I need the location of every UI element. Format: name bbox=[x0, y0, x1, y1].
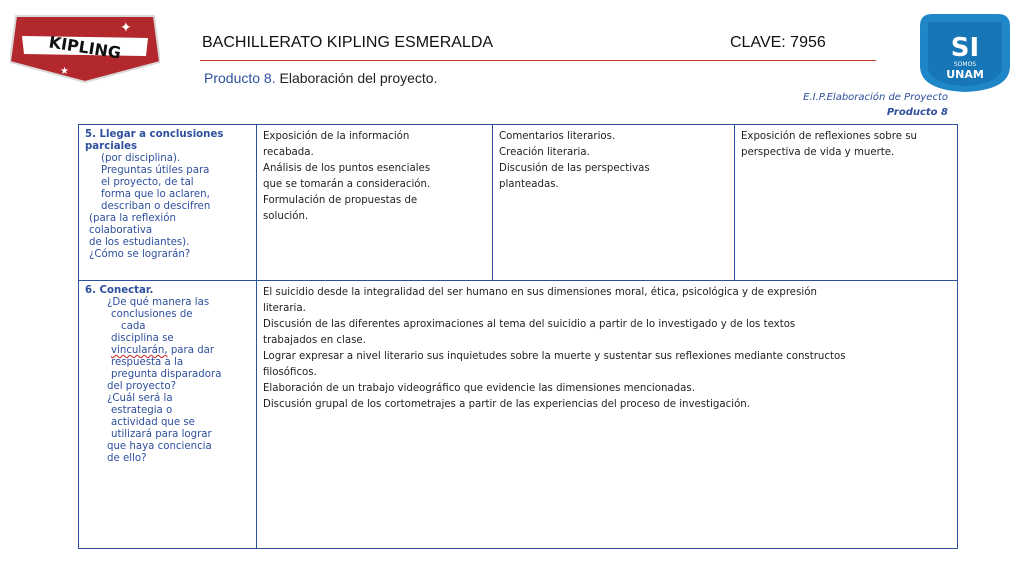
stage-text-line: que haya conciencia bbox=[107, 441, 212, 452]
eip-caption bbox=[803, 92, 948, 119]
cell-text-line: perspectiva de vida y muerte. bbox=[741, 147, 895, 158]
stage-text-line: estrategia o bbox=[111, 405, 173, 416]
table-row bbox=[79, 281, 958, 549]
cell-literatura bbox=[493, 125, 735, 281]
kipling-logo-text: KIPLING bbox=[47, 32, 123, 63]
cell-conectar-descripcion bbox=[257, 281, 958, 549]
stage-title-line: 6. Conectar. bbox=[85, 285, 154, 296]
table-row bbox=[79, 125, 958, 281]
stage-text-line bbox=[85, 345, 250, 357]
stage-text-line: el proyecto, de tal bbox=[101, 177, 194, 188]
cell-text-line: Lograr expresar a nivel literario sus inquietudes sobre la muerte y sustentar sus reflexiones mediante constructos bbox=[263, 351, 846, 362]
stage-text-line: de los estudiantes). bbox=[89, 237, 190, 248]
stage-text-line: del proyecto? bbox=[107, 381, 176, 392]
unam-logo-somos: SOMOS bbox=[953, 61, 977, 68]
cell-text-line: Análisis de los puntos esenciales bbox=[263, 163, 431, 174]
unam-logo bbox=[918, 10, 1012, 94]
stage-text-line: describan o descifren bbox=[101, 201, 211, 212]
eip-caption-title: E.I.P.Elaboración de Proyecto bbox=[803, 92, 948, 103]
stage-text-line: forma que lo aclaren, bbox=[101, 189, 210, 200]
cell-text-line: Discusión grupal de los cortometrajes a partir de las experiencias del proceso de investigación. bbox=[263, 399, 750, 410]
cell-text-line: Discusión de las diferentes aproximaciones al tema del suicidio a partir de lo investigado y de los textos bbox=[263, 319, 796, 330]
stage-text-line: conclusiones de bbox=[111, 309, 193, 320]
unam-logo-si: SI bbox=[950, 33, 980, 63]
header-divider bbox=[200, 60, 876, 61]
stage-text-line: (por disciplina). bbox=[101, 153, 181, 164]
cell-text-line: Discusión de las perspectivas bbox=[499, 163, 650, 174]
cell-text-line: trabajados en clase. bbox=[263, 335, 366, 346]
spelling-underline: vincularán, bbox=[111, 345, 168, 356]
cell-text-line: que se tomarán a consideración. bbox=[263, 179, 431, 190]
cell-text-line: Exposición de reflexiones sobre su bbox=[741, 131, 917, 142]
stage-text-line: de ello? bbox=[107, 453, 147, 464]
cell-text-line: literaria. bbox=[263, 303, 306, 314]
svg-text:✦: ✦ bbox=[120, 20, 132, 36]
stage-text-line: colaborativa bbox=[89, 225, 153, 236]
stage-text-line: actividad que se bbox=[111, 417, 195, 428]
cell-text-line: Formulación de propuestas de bbox=[263, 195, 418, 206]
unam-logo-unam: UNAM bbox=[946, 68, 984, 81]
cell-text-line: Exposición de la información bbox=[263, 131, 410, 142]
stage-title-line: parciales bbox=[85, 141, 138, 152]
clave-code: CLAVE: 7956 bbox=[730, 34, 826, 51]
stage-text-line: ¿Cuál será la bbox=[107, 393, 173, 404]
eip-caption-product: Producto 8 bbox=[886, 107, 948, 118]
stage-text-line: cada bbox=[121, 321, 146, 332]
stage-text-line: respuesta a la bbox=[111, 357, 184, 368]
product-number: Producto 8. bbox=[204, 70, 276, 86]
school-name: BACHILLERATO KIPLING ESMERALDA bbox=[202, 34, 494, 51]
stage-cell-conclusiones bbox=[79, 125, 257, 281]
cell-text-line: Comentarios literarios. bbox=[499, 131, 616, 142]
cell-text-line: solución. bbox=[263, 211, 309, 222]
stage-text-line: pregunta disparadora bbox=[111, 369, 222, 380]
cell-text-line: Creación literaria. bbox=[499, 147, 590, 158]
cell-text-line: filosóficos. bbox=[263, 367, 317, 378]
cell-reflexiones bbox=[735, 125, 958, 281]
cell-text-line: planteadas. bbox=[499, 179, 559, 190]
stage-cell-conectar bbox=[79, 281, 257, 549]
cell-text-line: El suicidio desde la integralidad del ser humano en sus dimensiones moral, ética, psicológica y de expresión bbox=[263, 287, 817, 298]
product-heading bbox=[204, 70, 438, 86]
stage-text-line: disciplina se bbox=[111, 333, 174, 344]
stage-text-line: ¿De qué manera las bbox=[107, 297, 210, 308]
cell-text-line: recabada. bbox=[263, 147, 314, 158]
stage-text-line: (para la reflexión bbox=[89, 213, 176, 224]
stage-text-line: ¿Cómo se lograrán? bbox=[89, 249, 191, 260]
kipling-logo bbox=[10, 12, 160, 84]
stage-text-fragment: para dar bbox=[170, 345, 215, 356]
stage-text-line: Preguntas útiles para bbox=[101, 165, 210, 176]
stage-title-line: 5. Llegar a conclusiones bbox=[85, 129, 224, 140]
project-table bbox=[78, 124, 958, 549]
product-title: Elaboración del proyecto. bbox=[279, 70, 438, 86]
cell-informacion bbox=[257, 125, 493, 281]
cell-text-line: Elaboración de un trabajo videográfico que evidencie las dimensiones mencionadas. bbox=[263, 383, 695, 394]
stage-text-line: utilizará para lograr bbox=[111, 429, 212, 440]
svg-text:★: ★ bbox=[60, 66, 69, 77]
